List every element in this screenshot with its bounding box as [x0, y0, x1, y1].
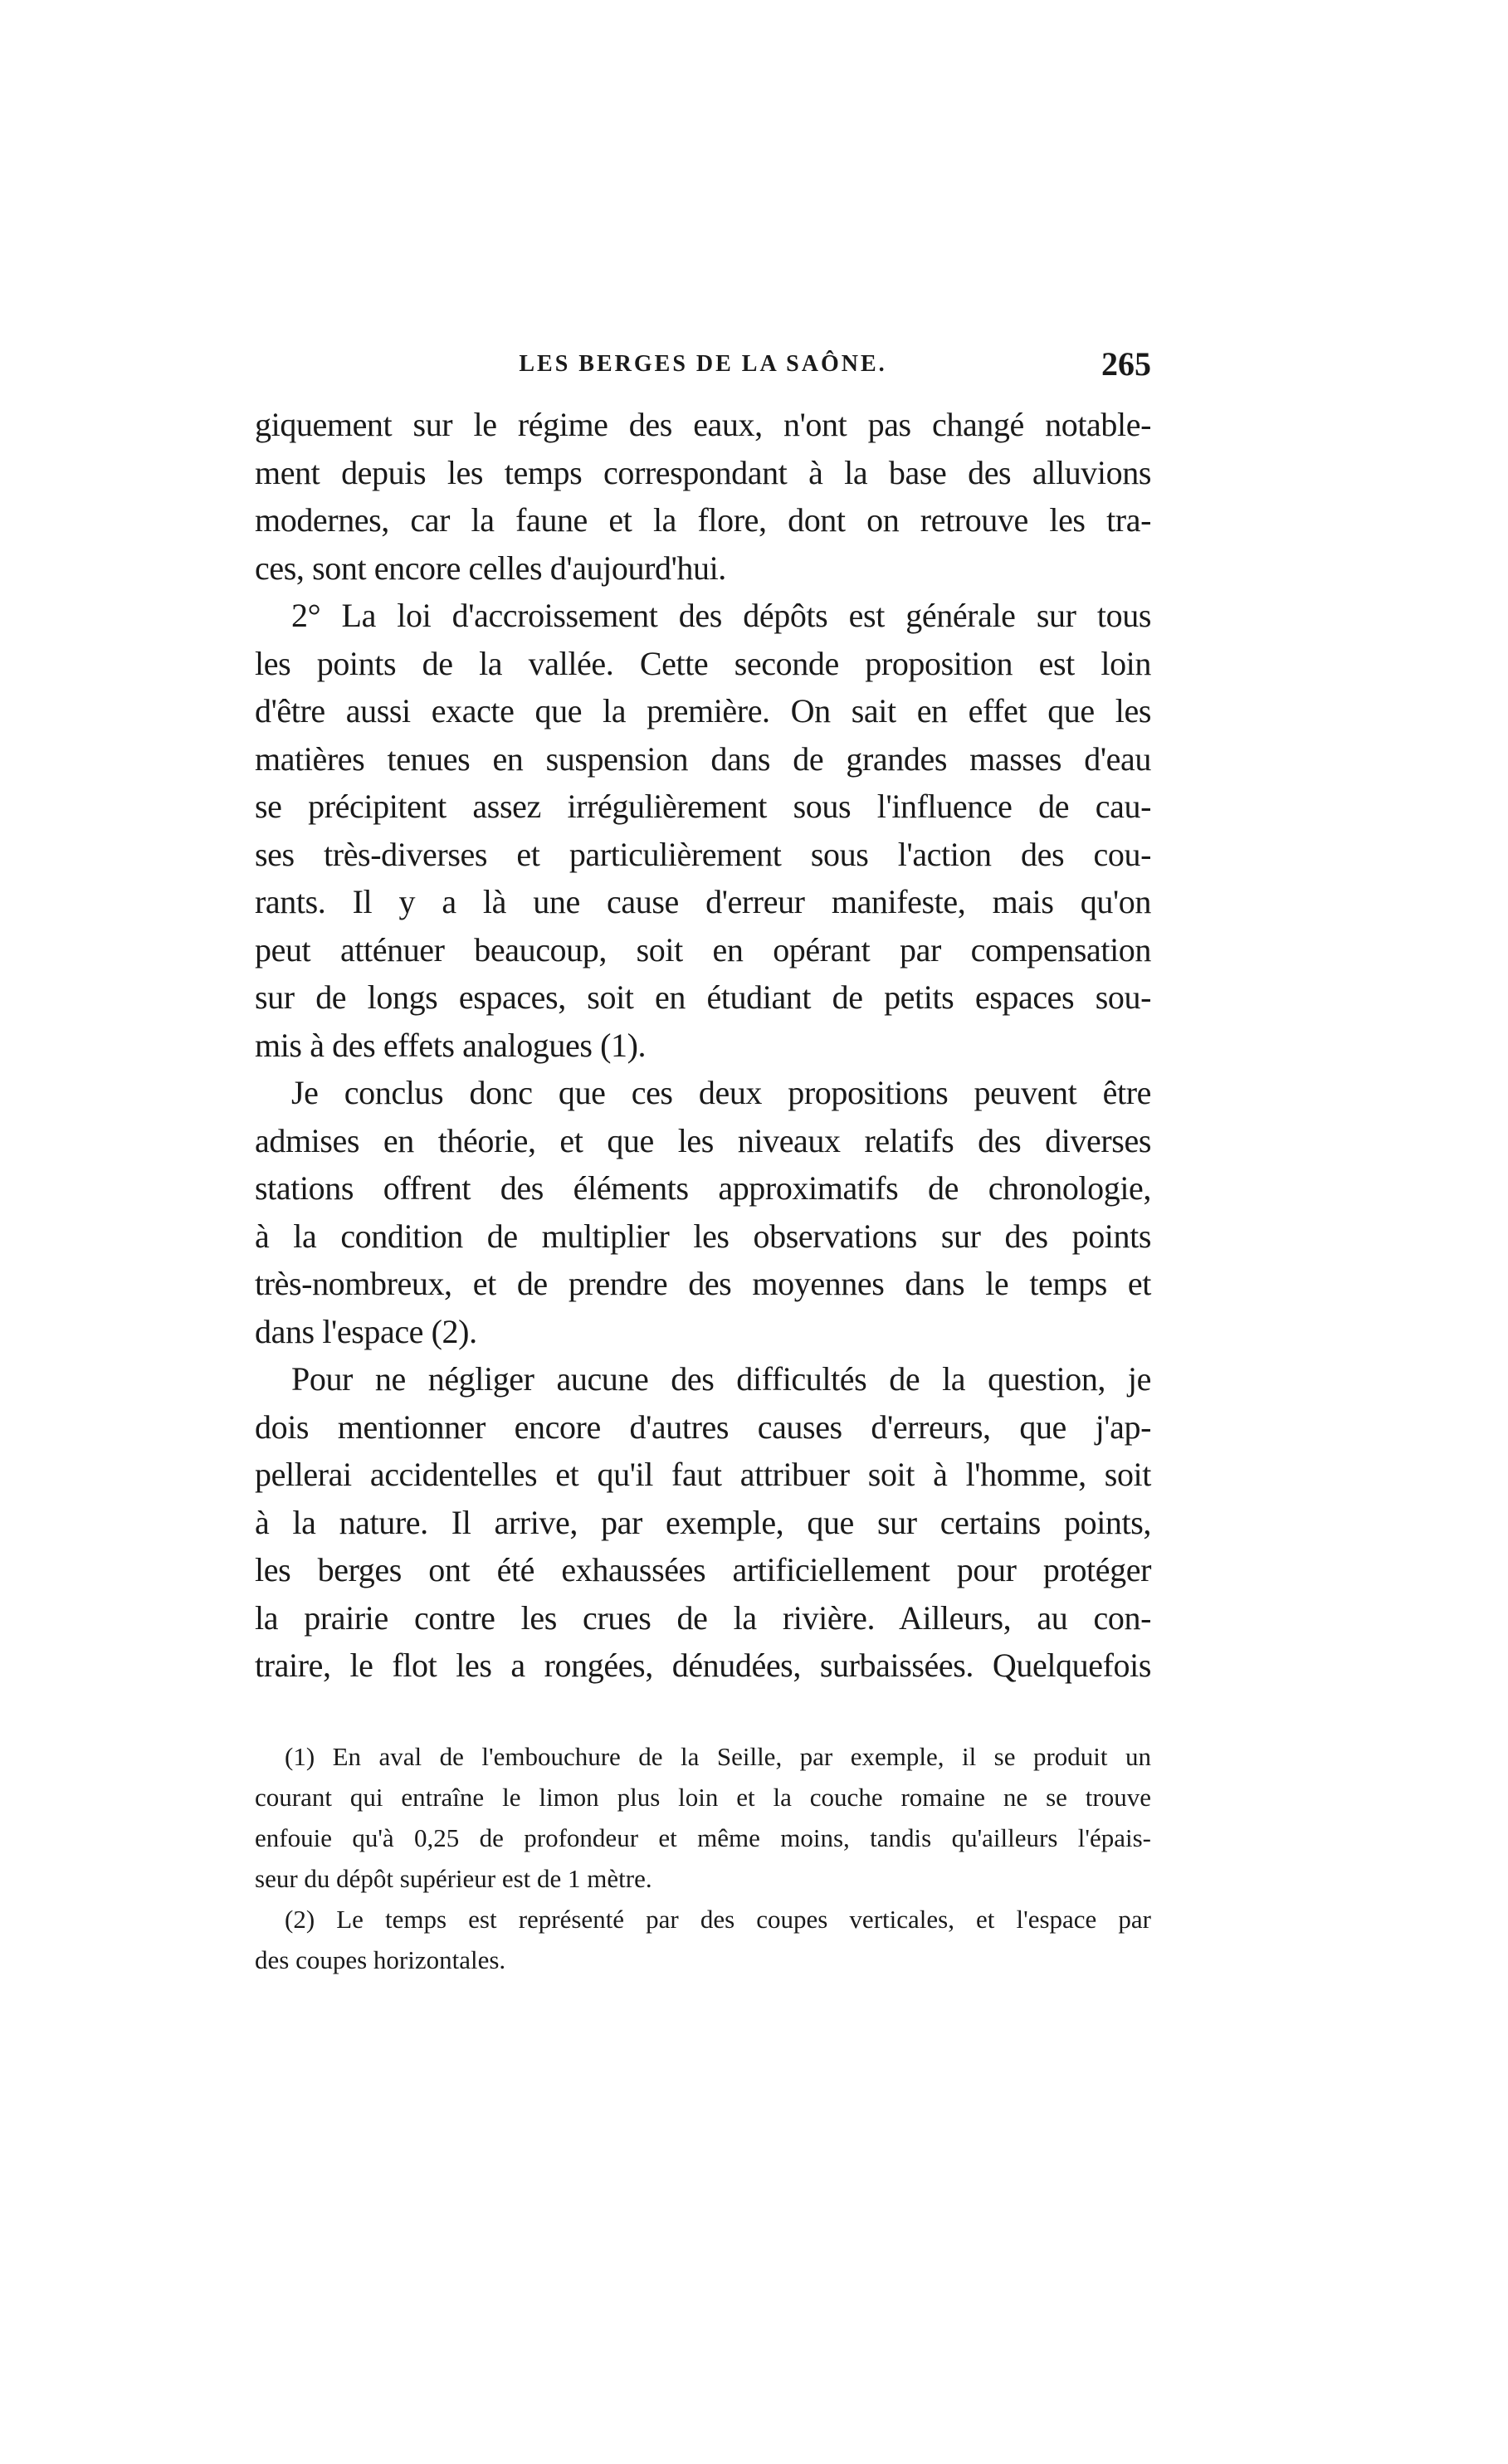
footnote-line: (2) Le temps est représenté par des coupes verticales, et l'espace par: [285, 1905, 1151, 1934]
text-line: modernes, car la faune et la flore, dont on retrouve les tra-: [255, 501, 1151, 539]
text-line: très-nombreux, et de prendre des moyennes dans le temps et: [255, 1265, 1151, 1302]
page-number: 265: [1101, 345, 1151, 383]
text-line: à la nature. Il arrive, par exemple, que sur certains points,: [255, 1503, 1151, 1541]
text-line: ment depuis les temps correspondant à la base des alluvions: [255, 453, 1151, 491]
footnote-line: courant qui entraîne le limon plus loin et la couche romaine ne se trouve: [255, 1783, 1151, 1812]
text-line: dois mentionner encore d'autres causes d'erreurs, que j'ap-: [255, 1408, 1151, 1446]
footnote-line: des coupes horizontales.: [255, 1945, 506, 1974]
text-line: giquement sur le régime des eaux, n'ont pas changé notable-: [255, 406, 1151, 443]
text-line: les points de la vallée. Cette seconde proposition est loin: [255, 644, 1151, 682]
text-line: stations offrent des éléments approximatifs de chronologie,: [255, 1169, 1151, 1207]
text-line: Je conclus donc que ces deux propositions peuvent être: [291, 1074, 1151, 1111]
text-line: ces, sont encore celles d'aujourd'hui.: [255, 549, 726, 587]
footnote-line: (1) En aval de l'embouchure de la Seille, par exemple, il se produit un: [285, 1742, 1151, 1771]
text-line: se précipitent assez irrégulièrement sous l'influence de cau-: [255, 788, 1151, 825]
text-line: la prairie contre les crues de la rivière. Ailleurs, au con-: [255, 1598, 1151, 1637]
text-line: 2° La loi d'accroissement des dépôts est générale sur tous: [291, 597, 1151, 634]
text-line: matières tenues en suspension dans de grandes masses d'eau: [255, 739, 1151, 778]
running-header: [255, 344, 1151, 386]
text-line: traire, le flot les a rongées, dénudées, surbaissées. Quelquefois: [255, 1647, 1151, 1684]
text-line: dans l'espace (2).: [255, 1312, 477, 1350]
text-line: mis à des effets analogues (1).: [255, 1026, 647, 1064]
text-line: les berges ont été exhaussées artificiellement pour protéger: [255, 1551, 1151, 1588]
body-text: [255, 401, 1151, 1690]
text-line: admises en théorie, et que les niveaux relatifs des diverses: [255, 1121, 1151, 1159]
text-line: ses très-diverses et particulièrement sous l'action des cou-: [255, 835, 1151, 873]
text-line: sur de longs espaces, soit en étudiant de petits espaces sou-: [255, 978, 1151, 1016]
text-line: rants. Il y a là une cause d'erreur manifeste, mais qu'on: [255, 883, 1151, 920]
footnotes: [255, 1736, 1151, 1980]
text-line: peut atténuer beaucoup, soit en opérant par compensation: [255, 930, 1151, 969]
running-title: LES BERGES DE LA SAÔNE.: [519, 351, 887, 377]
footnote-line: seur du dépôt supérieur est de 1 mètre.: [255, 1864, 652, 1893]
footnote-line: enfouie qu'à 0,25 de profondeur et même moins, tandis qu'ailleurs l'épais-: [255, 1823, 1151, 1852]
text-line: Pour ne négliger aucune des difficultés de la question, je: [291, 1360, 1151, 1398]
text-line: à la condition de multiplier les observations sur des points: [255, 1217, 1151, 1255]
text-line: pellerai accidentelles et qu'il faut attribuer soit à l'homme, soit: [255, 1456, 1151, 1493]
text-line: d'être aussi exacte que la première. On sait en effet que les: [255, 692, 1151, 729]
